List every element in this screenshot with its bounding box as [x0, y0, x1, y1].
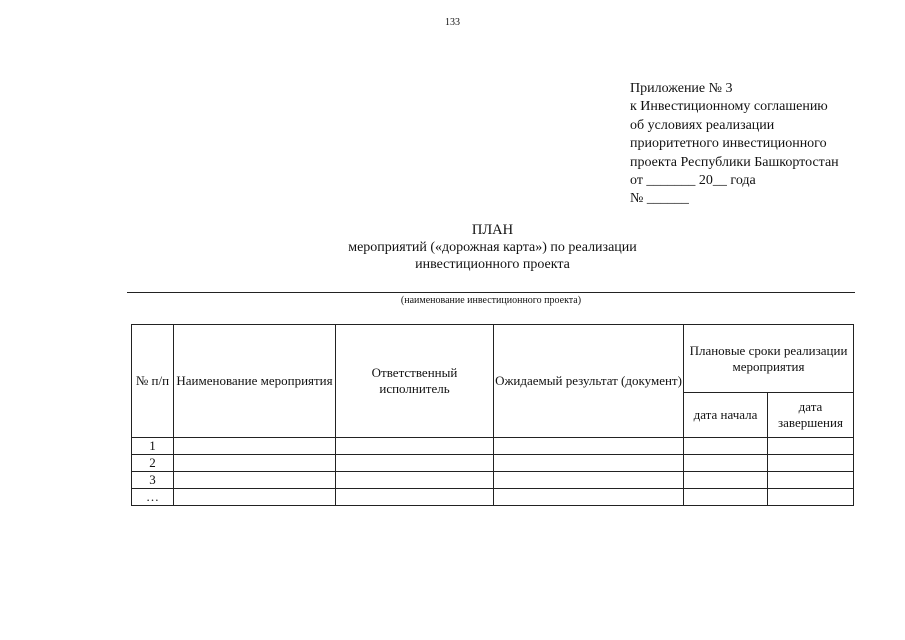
plan-table	[131, 324, 854, 506]
document-title	[130, 222, 855, 273]
header-end: дата завершения	[768, 393, 854, 438]
row-number: …	[132, 489, 174, 506]
table-cell	[684, 438, 768, 455]
row-number: 2	[132, 455, 174, 472]
table-row	[132, 438, 854, 455]
table-cell	[336, 489, 494, 506]
title-heading: ПЛАН	[471, 222, 514, 238]
appendix-line: приоритетного инвестиционного	[630, 136, 827, 152]
table-cell	[174, 438, 336, 455]
project-name-line	[127, 292, 855, 293]
table-cell	[768, 438, 854, 455]
table-header-row	[132, 325, 854, 393]
appendix-line: Приложение № 3	[630, 81, 733, 96]
table-cell	[684, 472, 768, 489]
table-cell	[336, 455, 494, 472]
table-cell	[494, 455, 684, 472]
table-row	[132, 472, 854, 489]
table-cell	[494, 438, 684, 455]
project-name-caption: (наименование инвестиционного проекта)	[400, 295, 582, 306]
table-cell	[768, 489, 854, 506]
table-cell	[768, 472, 854, 489]
table-cell	[494, 489, 684, 506]
title-line: мероприятий («дорожная карта») по реализации	[348, 240, 637, 255]
table-cell	[768, 455, 854, 472]
header-result: Ожидаемый результат (документ)	[494, 325, 684, 438]
table-cell	[336, 472, 494, 489]
row-number: 3	[132, 472, 174, 489]
table-cell	[336, 438, 494, 455]
table-cell	[684, 489, 768, 506]
table-row	[132, 489, 854, 506]
title-line: инвестиционного проекта	[415, 257, 570, 272]
table-row	[132, 455, 854, 472]
appendix-line: проекта Республики Башкортостан	[630, 154, 839, 170]
page-number: 133	[445, 17, 460, 28]
row-number: 1	[132, 438, 174, 455]
table-cell	[684, 455, 768, 472]
appendix-line: от _______ 20__ года	[630, 173, 756, 189]
table-cell	[174, 455, 336, 472]
table-cell	[494, 472, 684, 489]
appendix-line: об условиях реализации	[630, 117, 775, 133]
appendix-line: № ______	[630, 191, 689, 207]
appendix-line: к Инвестиционному соглашению	[630, 99, 828, 115]
table-cell	[174, 489, 336, 506]
header-num: № п/п	[132, 325, 174, 438]
table-cell	[174, 472, 336, 489]
header-event: Наименование мероприятия	[174, 325, 336, 438]
header-start: дата начала	[684, 393, 768, 438]
header-responsible: Ответственный исполнитель	[336, 325, 494, 438]
header-terms: Плановые сроки реализации мероприятия	[684, 325, 854, 393]
appendix-block	[630, 80, 839, 209]
